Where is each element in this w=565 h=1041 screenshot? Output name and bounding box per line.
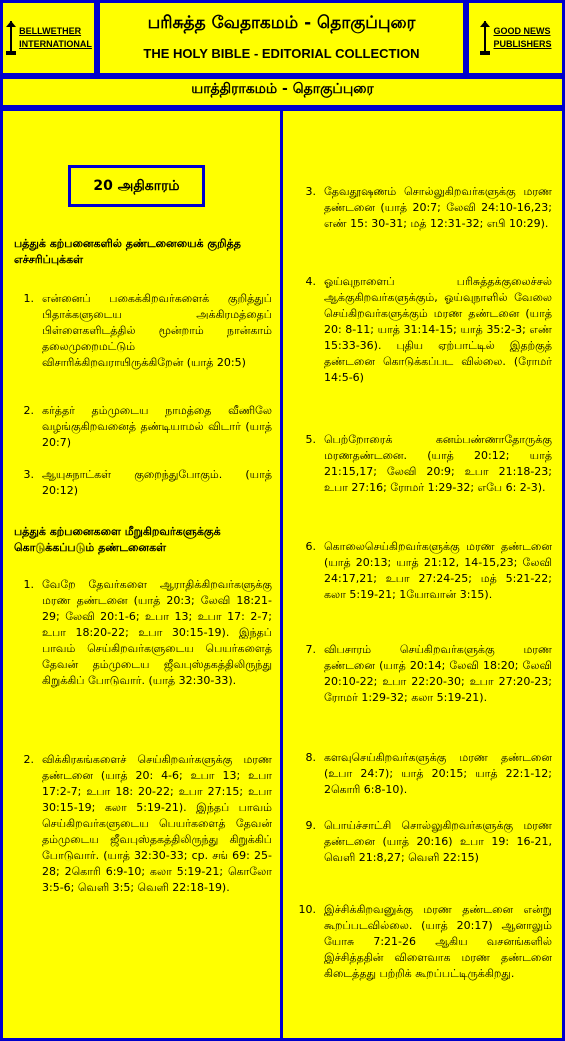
list-item [296, 539, 552, 603]
section-heading-punishments: பத்துக் கற்பனைகளை மீறுகிறவர்களுக்குக் கொடுக்கப்படும் தண்டனைகள் [14, 525, 221, 554]
list-item-number: 2. [23, 753, 34, 766]
list-item [14, 752, 272, 896]
list-item-text: விபசாரம் செய்கிறவர்களுக்கு மரண தண்டனை (யாத் 20:14; லேவி 18:20; லேவி 20:10-22; உபா 22:20-30; உபா 27:20-23; ரோமர் 1:29-32; கலா 5:19-21). [324, 643, 552, 704]
list-item [296, 432, 552, 496]
list-item-text: ஆயுசுநாட்கள் குறைந்துபோகும். (யாத் 20:12) [42, 468, 272, 497]
list-item-number: 1. [23, 578, 34, 591]
list-item [14, 467, 272, 499]
list-item-number: 5. [305, 433, 316, 446]
right-logo-line-2: PUBLISHERS [493, 39, 552, 49]
list-item-text: கொலைசெய்கிறவர்களுக்கு மரண தண்டனை (யாத் 20:13; யாத் 21:12, 14-15,23; லேவி 24:17,21; உபா 27:24-25; மத் 5:21-22; கலா 5:19-21; 1யோவான் 3:15). [324, 540, 552, 601]
list-item-number: 2. [23, 404, 34, 417]
list-item-text: தேவதூஷணம் சொல்லுகிறவர்களுக்கு மரண தண்டனை (யாத் 20:7; லேவி 24:10-16,23; எண் 15: 30-31; மத் 12:31-32; எபி 10:29). [324, 185, 552, 230]
list-item [14, 403, 272, 451]
subtitle-bar [0, 76, 565, 108]
list-item-text: விக்கிரகங்களைச் செய்கிறவர்களுக்கு மரண தண்டனை (யாத் 20: 4-6; உபா 13; உபா 17:2-7; உபா 18: 20-22; உபா 27:15; உபா 30:15-19; கலா 5:19-21). இந்தப் பாவம் செய்கிறவர்களுடைய பெயர்களைத் தேவன் தம்முடைய ஜீவபுஸ்தகத்திலிருந்து கிறுக்கிப் போடுவார். (யாத் 32:30-33; cp. சங் 69: 25-28; 2கொரி 6:9-10; கலா 5:19-21; கொலோ 3:5-6; வெளி 3:5; வெளி 22:18-19). [42, 753, 272, 894]
title-english: THE HOLY BIBLE - EDITORIAL COLLECTION [143, 46, 420, 61]
good-news-logo-icon [479, 19, 491, 57]
list-item-text: கர்த்தர் தம்முடைய நாமத்தை வீணிலே வழங்குகிறவனைத் தண்டியாமல் விடார் (யாத் 20:7) [42, 404, 272, 449]
title-box [97, 0, 466, 76]
list-item-number: 4. [305, 275, 316, 288]
list-item-number: 1. [23, 292, 34, 305]
list-item [296, 750, 552, 798]
section-heading-warnings: பத்துக் கற்பனைகளில் தண்டனையைக் குறித்த எச்சரிப்புக்கள் [14, 237, 241, 266]
chapter-box: 20 அதிகாரம் [68, 165, 205, 207]
list-item-number: 9. [305, 819, 316, 832]
list-item [296, 642, 552, 706]
list-item-text: களவுசெய்கிறவர்களுக்கு மரண தண்டனை (உபா 24:7); யாத் 20:15; யாத் 22:1-12; 2கொரி 6:8-10). [324, 751, 552, 796]
list-item-text: இச்சிக்கிறவனுக்கு மரண தண்டனை என்று கூறப்படவில்லை. (யாத் 20:17) ஆனாலும் யோசு 7:21-26 ஆகிய வசனங்களில் இச்சித்ததின் விளைவாக மரண தண்டனை கிடைத்தது பற்றிக் கூறப்பட்டிருக்கிறது. [324, 903, 552, 980]
list-item [14, 577, 272, 689]
list-item-text: ஓய்வுநாளைப் பரிசுத்தக்குலைச்சல் ஆக்குகிறவர்களுக்கும், ஓய்வுநாளில் வேலை செய்கிறவர்களுக்கும் மரண தண்டனை (யாத் 20: 8-11; யாத் 31:14-15; யாத் 35:2-3; எண் 15:33-36). புதிய ஏற்பாட்டில் இதற்குத் தண்டனை கொடுக்கப்பட வில்லை. (ரோமர் 14:5-6) [324, 275, 552, 384]
list-item [296, 818, 552, 866]
list-item [296, 184, 552, 232]
left-logo-box [0, 0, 97, 76]
left-logo-line-2: INTERNATIONAL [19, 39, 92, 49]
list-item-text: பொய்ச்சாட்சி சொல்லுகிறவர்களுக்கு மரண தண்டனை (யாத் 20:16) உபா 19: 16-21, வெளி 21:8,27; வெளி 22:15) [324, 819, 552, 864]
list-item-text: என்னைப் பகைக்கிறவர்களைக் குறித்துப் பிதாக்களுடைய அக்கிரமத்தைப் பிள்ளைகளிடத்தில் மூன்றாம் நான்காம் தலைமுறைமட்டும் விசாரிக்கிறவராயிருக்கிறேன் (யாத் 20:5) [42, 292, 272, 369]
list-item-text: வேறே தேவர்களை ஆராதிக்கிறவர்களுக்கு மரண தண்டனை (யாத் 20:3; லேவி 18:21-29; லேவி 20:1-6; உபா 13; உபா 17: 2-7; உபா 18:20-22; உபா 30:15-19). இந்தப் பாவம் செய்கிறவர்களுடைய பெயர்களைத் தேவன் தம்முடைய ஜீவபுஸ்தகத்திலிருந்து கிறுக்கிப் போடுவார். (யாத் 32:30-33). [42, 578, 272, 687]
list-item-number: 6. [305, 540, 316, 553]
list-item [14, 291, 272, 371]
list-item-number: 10. [298, 903, 316, 916]
right-logo-line-1: GOOD NEWS [493, 26, 551, 36]
list-item-text: பெற்றோரைக் கனம்பண்ணாதோருக்கு மரணதண்டனை. (யாத் 20:12; யாத் 21:15,17; லேவி 20:9; உபா 21:18-23; உபா 27:16; ரோமர் 1:29-32; எபே 6: 2-3). [324, 433, 552, 494]
list-item-number: 3. [23, 468, 34, 481]
list-item [296, 274, 552, 386]
subtitle: யாத்திராகமம் - தொகுப்புரை [191, 81, 374, 97]
list-item-number: 8. [305, 751, 316, 764]
bellwether-logo-icon [5, 19, 17, 57]
title-tamil: பரிசுத்த வேதாகமம் - தொகுப்புரை [147, 13, 416, 33]
list-item [296, 902, 552, 982]
list-item-number: 3. [305, 185, 316, 198]
left-logo-line-1: BELLWETHER [19, 26, 82, 36]
right-logo-box [466, 0, 565, 76]
list-item-number: 7. [305, 643, 316, 656]
